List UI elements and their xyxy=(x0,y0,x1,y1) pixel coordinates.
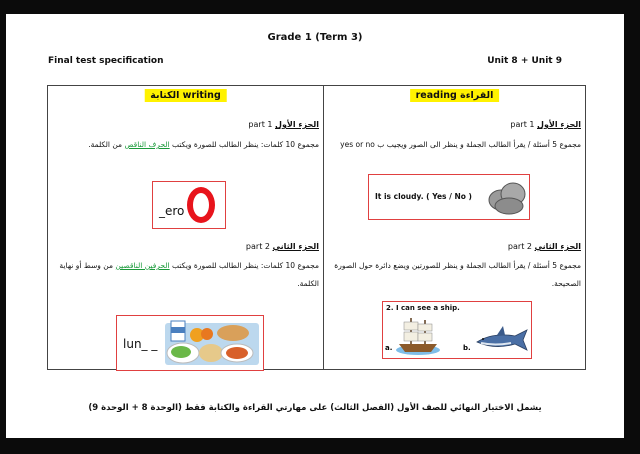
reading-column xyxy=(324,86,585,369)
cloud-image xyxy=(487,178,527,216)
writing-part1-desc xyxy=(52,136,319,154)
zero-number-image xyxy=(187,187,215,223)
reading-part2-label xyxy=(508,242,581,251)
page-title: Grade 1 (Term 3) xyxy=(267,32,363,43)
option-b-label: b. xyxy=(463,344,471,352)
units-label: Unit 8 + Unit 9 xyxy=(487,56,562,66)
spec-title: Final test specification xyxy=(48,56,164,66)
example-sentence-cloudy: It is cloudy. ( Yes / No ) xyxy=(375,192,472,201)
writing-part1-example xyxy=(152,181,226,229)
footer-note: يشمل الاختبار النهائي للصف الأول (الفصل الثالث) على مهارتي القراءة والكتابة فقط (الوحدة 8 + الوحدة 9) xyxy=(88,403,542,413)
writing-part1-label-en: part 1 xyxy=(248,120,273,129)
reading-part2-label-ar: الجزء الثاني xyxy=(534,242,581,251)
writing-part1-desc-post: من الكلمة. xyxy=(88,140,123,149)
writing-part2-label xyxy=(246,242,319,251)
reading-part1-label xyxy=(510,120,581,129)
writing-part1-highlight: الحرف الناقص xyxy=(124,140,170,149)
writing-part2-example xyxy=(116,315,264,371)
specification-table xyxy=(47,85,586,370)
reading-part2-example xyxy=(382,301,532,359)
writing-column xyxy=(48,86,323,369)
example-sentence-ship: 2. I can see a ship. xyxy=(386,304,460,312)
writing-part1-label-ar: الجزء الأول xyxy=(275,120,319,129)
reading-heading: القراءة reading xyxy=(410,89,500,102)
writing-part2-desc-pre: مجموع 10 كلمات: ينظر الطالب للصورة ويكتب xyxy=(172,261,319,270)
reading-part1-label-en: part 1 xyxy=(510,120,535,129)
example-word-lunch: lun_ _ xyxy=(123,337,158,351)
writing-heading: writing الكتابة xyxy=(144,89,227,102)
reading-part2-label-en: part 2 xyxy=(507,242,532,251)
writing-part2-highlight: الحرفين الناقصين xyxy=(115,261,170,270)
writing-part2-label-ar: الجزء الثاني xyxy=(272,242,319,251)
lunch-tray-image xyxy=(163,319,261,367)
reading-part1-desc: مجموع 5 أسئلة / يقرأ الطالب الجملة و ينظر الى الصور ويجيب ب yes or no xyxy=(340,140,581,149)
writing-part2-desc xyxy=(52,257,319,293)
reading-part1-example xyxy=(368,174,530,220)
writing-part1-desc-pre: مجموع 10 كلمات: ينظر الطالب للصورة ويكتب xyxy=(172,140,319,149)
writing-part2-desc-post: من وسط أو نهاية الكلمة. xyxy=(59,261,319,288)
reading-part1-label-ar: الجزء الأول xyxy=(537,120,581,129)
ship-image xyxy=(395,314,441,356)
reading-part2-desc: مجموع 5 أسئلة / يقرأ الطالب الجملة و ينظر للصورتين ويضع دائرة حول الصورة الصحيحة. xyxy=(334,261,581,288)
example-word-ero: _ero xyxy=(159,204,185,218)
document-page xyxy=(6,14,624,438)
writing-part1-label xyxy=(248,120,319,129)
shark-image xyxy=(475,324,529,354)
option-a-label: a. xyxy=(385,344,393,352)
writing-part2-label-en: part 2 xyxy=(245,242,270,251)
